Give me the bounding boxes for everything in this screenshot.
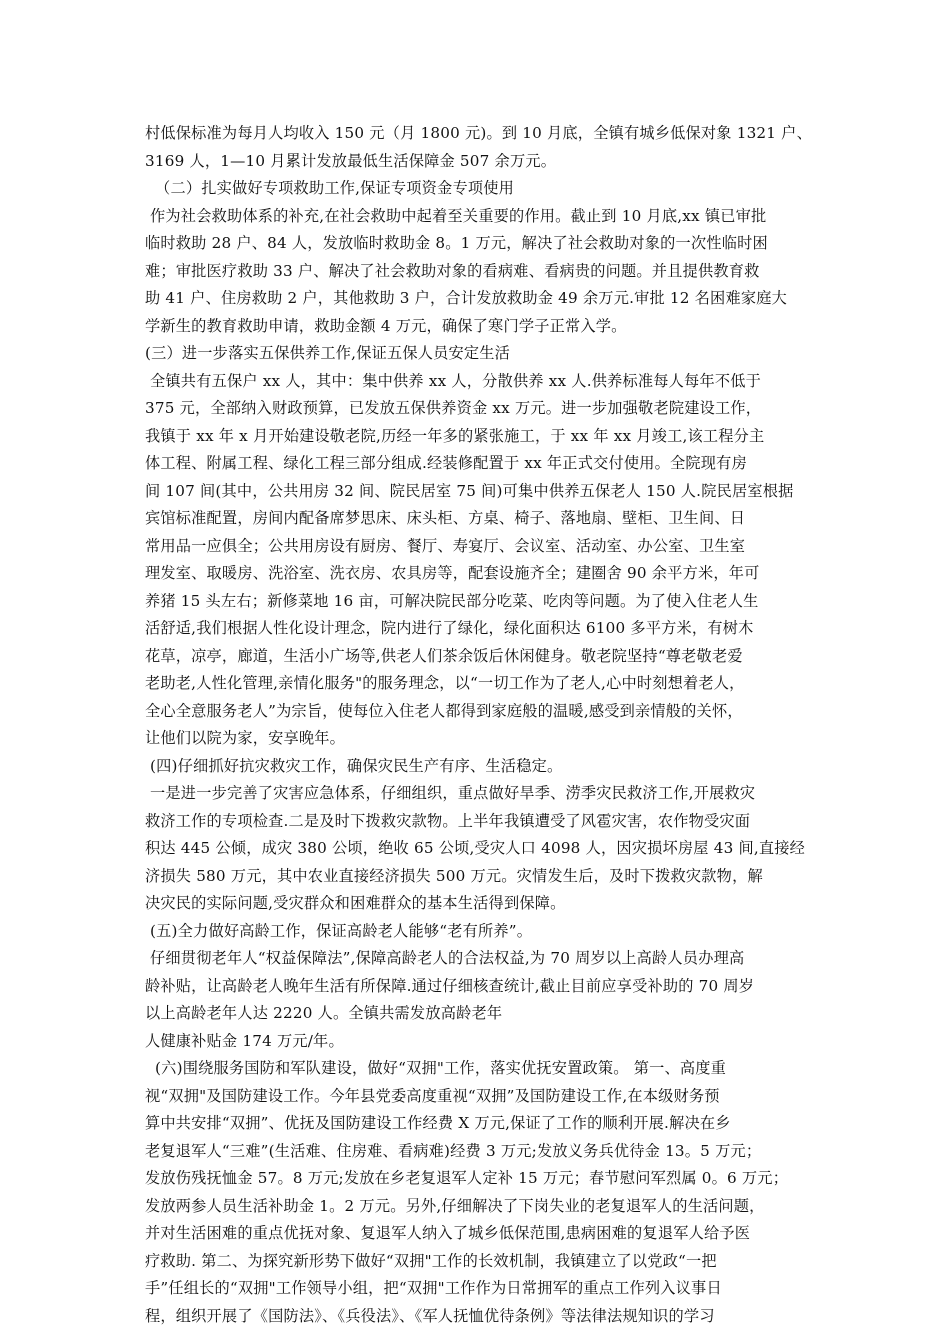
text-line: 以上高龄老年人达 2220 人。全镇共需发放高龄老年 xyxy=(145,1004,503,1022)
text-line: 发放两参人员生活补助金 1。2 万元。另外,仔细解决了下岗失业的老复退军人的生活问题， xyxy=(145,1196,765,1215)
text-line: 3169 人，1—10 月累计发放最低生活保障金 507 余万元。 xyxy=(145,151,557,170)
text-line: 临时救助 28 户、84 人，发放临时救助金 8。1 万元，解决了社会救助对象的一次性临时困 xyxy=(145,234,768,252)
text-line: 龄补贴，让高龄老人晚年生活有所保障.通过仔细核查统计,截止目前应享受补助的 70 周岁 xyxy=(145,976,755,995)
document-body xyxy=(145,120,817,1330)
text-line: 积达 445 公倾，成灾 380 公顷，绝收 65 公顷,受灾人口 4098 人，因灾损坏房屋 43 间,直接经 xyxy=(145,839,806,857)
text-line: (四)仔细抓好抗灾救灾工作，确保灾民生产有序、生活稳定。 xyxy=(145,756,563,775)
text-line: (六)围绕服务国防和军队建设，做好“双拥"工作，落实优抚安置政策。 第一、高度重 xyxy=(145,1059,727,1077)
text-line: 老复退军人“三难”(生活难、住房难、看病难)经费 3 万元;发放义务兵优待金 13。5 万元； xyxy=(145,1141,762,1160)
text-line: (三）进一步落实五保供养工作,保证五保人员安定生活 xyxy=(145,344,511,362)
text-line: 算中共安排“双拥”、优抚及国防建设工作经费 X 万元,保证了工作的顺利开展.解决在乡 xyxy=(145,1114,731,1132)
text-line: 救济工作的专项检查.二是及时下拨救灾款物。上半年我镇遭受了风雹灾害，农作物受灾面 xyxy=(145,811,751,830)
text-line: 养猪 15 头左右；新修菜地 16 亩，可解决院民部分吃菜、吃肉等问题。为了使入住老人生 xyxy=(145,591,759,610)
text-line: 程，组织开展了《国防法》、《兵役法》、《军人抚恤优待条例》等法律法规知识的学习 xyxy=(145,1306,715,1325)
text-line: 助 41 户、住房救助 2 户，其他救助 3 户，合计发放救助金 49 余万元.审批 12 名困难家庭大 xyxy=(145,289,787,307)
text-line: 花草，凉亭，廊道，生活小广场等,供老人们茶余饭后休闲健身。敬老院坚持“尊老敬老爱 xyxy=(145,646,743,665)
text-line: 活舒适,我们根据人性化设计理念，院内进行了绿化，绿化面积达 6100 多平方米，有树木 xyxy=(145,619,754,637)
text-line: 常用品一应俱全；公共用房设有厨房、餐厅、寿宴厅、会议室、活动室、办公室、卫生室 xyxy=(145,536,746,555)
text-line: 人健康补贴金 174 万元/年。 xyxy=(145,1031,344,1050)
text-line: 济损失 580 万元，其中农业直接经济损失 500 万元。灾情发生后，及时下拨救灾款物，解 xyxy=(145,866,763,885)
text-line: 体工程、附属工程、绿化工程三部分组成.经装修配置于 xx 年正式交付使用。全院现有房 xyxy=(145,454,747,472)
text-line: 全镇共有五保户 xx 人，其中：集中供养 xx 人，分散供养 xx 人.供养标准每人每年不低于 xyxy=(145,371,761,390)
text-line: 宾馆标准配置，房间内配备席梦思床、床头柜、方桌、椅子、落地扇、壁柜、卫生间、日 xyxy=(145,509,746,527)
text-line: 难；审批医疗救助 33 户、解决了社会救助对象的看病难、看病贵的问题。并且提供教育救 xyxy=(145,261,760,280)
text-line: 老助老,人性化管理,亲情化服务"的服务理念，以“一切工作为了老人,心中时刻想着老人， xyxy=(145,674,745,692)
text-line: 理发室、取暖房、洗浴室、洗衣房、农具房等，配套设施齐全；建圈舍 90 余平方米，年可 xyxy=(145,564,760,582)
text-line: 全心全意服务老人”为宗旨，使每位入住老人都得到家庭般的温暖,感受到亲情般的关怀， xyxy=(145,701,743,720)
text-line: 我镇于 xx 年 x 月开始建设敬老院,历经一年多的紧张施工，于 xx 年 xx 月竣工,该工程分主 xyxy=(145,426,765,445)
text-line: 决灾民的实际问题,受灾群众和困难群众的基本生活得到保障。 xyxy=(145,894,566,912)
text-line: 让他们以院为家，安享晚年。 xyxy=(145,729,346,747)
text-line: (五)全力做好高龄工作，保证高龄老人能够“老有所养”。 xyxy=(145,921,533,940)
text-line: 并对生活困难的重点优抚对象、复退军人纳入了城乡低保范围,患病困难的复退军人给予医 xyxy=(145,1224,751,1242)
text-line: 一是进一步完善了灾害应急体系，仔细组织，重点做好旱季、涝季灾民救济工作,开展救灾 xyxy=(145,784,756,802)
text-line: 作为社会救助体系的补充,在社会救助中起着至关重要的作用。截止到 10 月底,xx 镇已审批 xyxy=(145,206,767,225)
text-line: 疗救助. 第二、为探究新形势下做好“双拥"工作的长效机制，我镇建立了以党政“一把 xyxy=(145,1251,717,1270)
text-line: 学新生的教育救助申请，救助金额 4 万元，确保了寒门学子正常入学。 xyxy=(145,316,627,335)
text-line: 仔细贯彻老年人“权益保障法”,保障高龄老人的合法权益,为 70 周岁以上高龄人员办理高 xyxy=(145,949,745,967)
text-line: 间 107 间(其中，公共用房 32 间、院民居室 75 间)可集中供养五保老人 150 人.院民居室根据 xyxy=(145,481,794,500)
text-line: 村低保标准为每月人均收入 150 元（月 1800 元)。到 10 月底，全镇有城乡低保对象 1321 户、 xyxy=(145,124,812,142)
text-line: 375 元，全部纳入财政预算，已发放五保供养资金 xx 万元。进一步加强敬老院建设工作， xyxy=(145,399,762,417)
text-line: 手”任组长的“双拥"工作领导小组，把“双拥"工作作为日常拥军的重点工作列入议事日 xyxy=(145,1279,722,1297)
text-line: （二）扎实做好专项救助工作,保证专项资金专项使用 xyxy=(145,179,514,197)
text-line: 发放伤残抚恤金 57。8 万元;发放在乡老复退军人定补 15 万元；春节慰问军烈属 0。6 万元； xyxy=(145,1169,789,1187)
text-line: 视“双拥"及国防建设工作。今年县党委高度重视“双拥”及国防建设工作,在本级财务预 xyxy=(145,1086,720,1105)
